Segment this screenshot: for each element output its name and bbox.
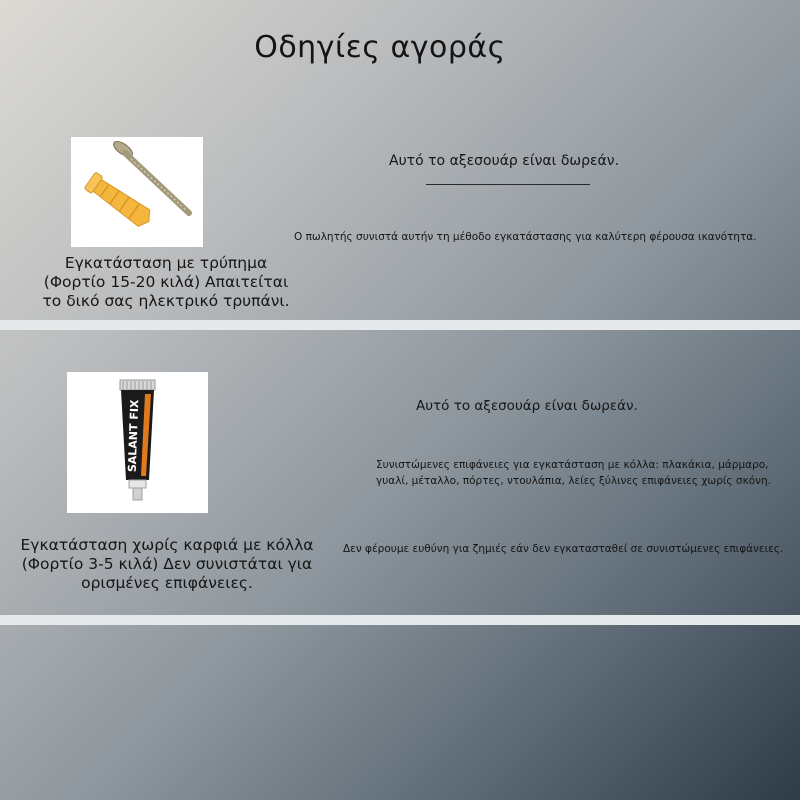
disclaimer-text: Δεν φέρουμε ευθύνη για ζημιές εάν δεν εγκατασταθεί σε συνιστώμενες επιφάνειες. xyxy=(343,543,784,555)
caption-line: Εγκατάσταση με τρύπημα xyxy=(64,254,268,272)
glue-install-image xyxy=(67,372,208,513)
free-accessory-note: Αυτό το αξεσουάρ είναι δωρεάν. xyxy=(389,153,620,169)
product-label: SALANT FIX xyxy=(125,399,142,473)
free-accessory-note: Αυτό το αξεσουάρ είναι δωρεάν. xyxy=(416,398,638,414)
caption-line: ορισμένες επιφάνειες. xyxy=(81,574,253,592)
caption-line: το δικό σας ηλεκτρικό τρυπάνι. xyxy=(42,292,290,310)
surfaces-line: γυαλί, μέταλλο, πόρτες, ντουλάπια, λείες ξύλινες επιφάνειες χωρίς σκόνη. xyxy=(376,475,772,487)
glue-install-caption xyxy=(18,536,316,593)
surfaces-line: Συνιστώμενες επιφάνειες για εγκατάσταση με κόλλα: πλακάκια, μάρμαρο, xyxy=(376,459,769,471)
glue-tube-icon xyxy=(67,372,208,513)
section-divider xyxy=(0,615,800,625)
section-divider xyxy=(0,320,800,330)
page-title: Οδηγίες αγοράς xyxy=(254,30,506,65)
caption-line: (Φορτίο 15-20 κιλά) Απαιτείται xyxy=(43,273,289,291)
recommended-surfaces-text xyxy=(376,457,771,489)
drilling-install-caption xyxy=(20,254,312,311)
caption-line: (Φορτίο 3-5 κιλά) Δεν συνιστάται για xyxy=(21,555,313,573)
section-underline xyxy=(426,184,590,185)
caption-line: Εγκατάσταση χωρίς καρφιά με κόλλα xyxy=(20,536,314,554)
drilling-install-image xyxy=(71,137,203,247)
anchor-and-screw-icon xyxy=(71,137,203,247)
recommendation-text: Ο πωλητής συνιστά αυτήν τη μέθοδο εγκατάστασης για καλύτερη φέρουσα ικανότητα. xyxy=(294,231,757,243)
